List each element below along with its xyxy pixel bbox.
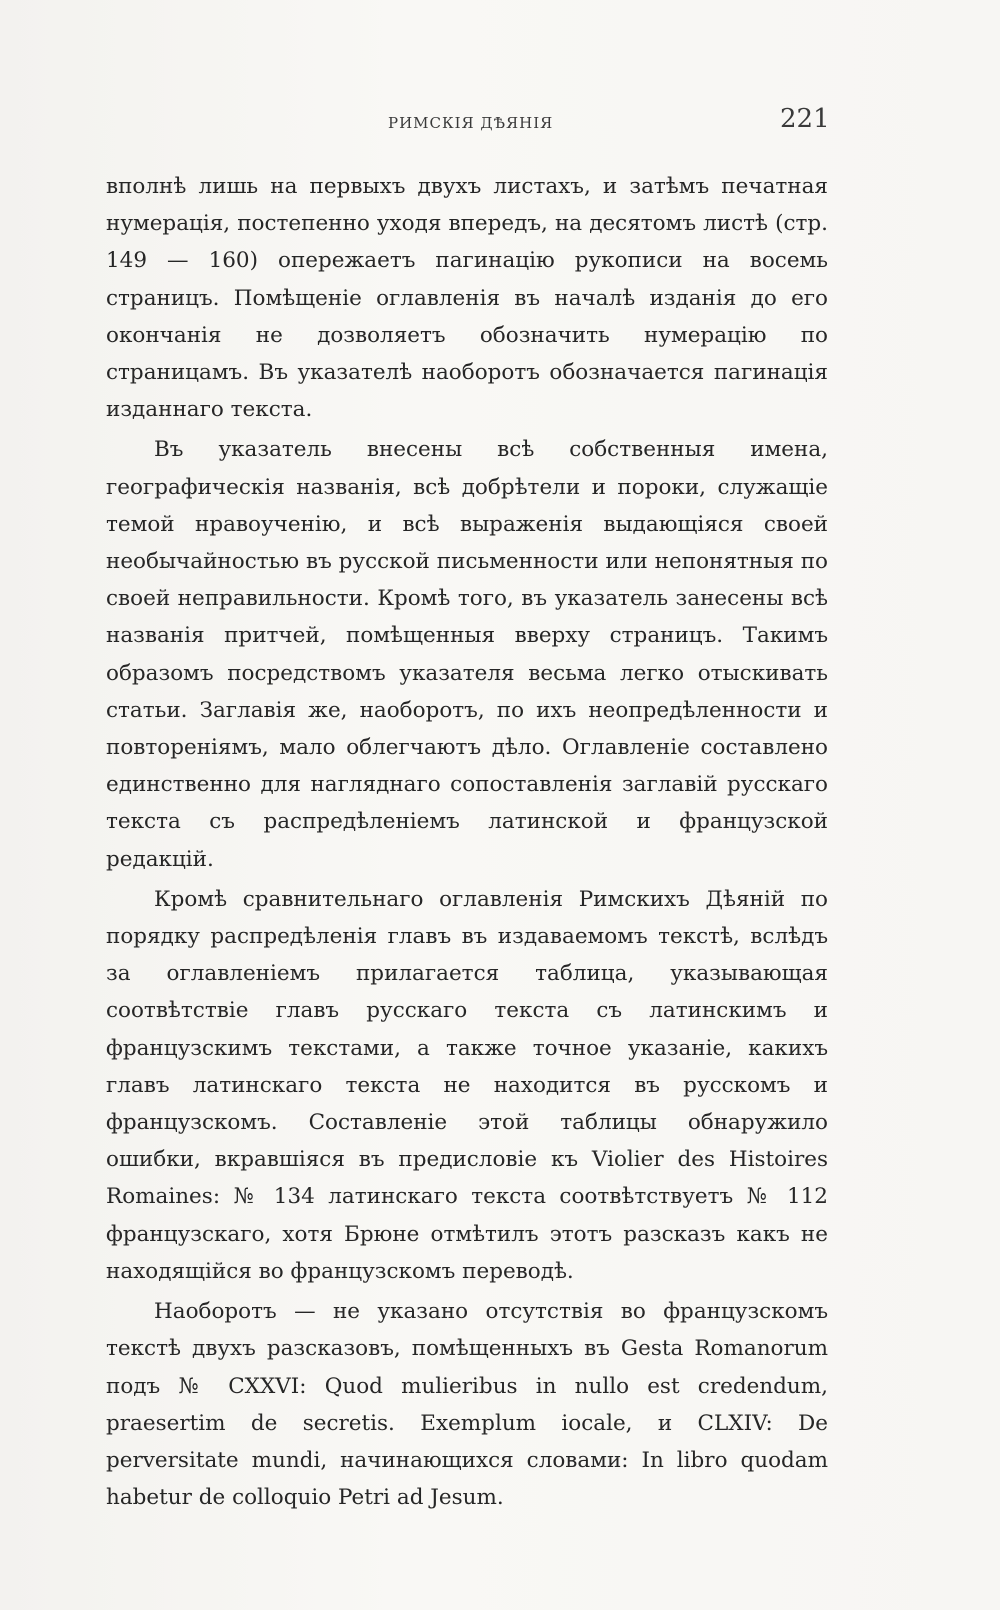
page-number: 221 xyxy=(780,104,830,134)
paragraph: вполнѣ лишь на первыхъ двухъ листахъ, и затѣмъ печатная нумерація, постепенно уходя впередъ, на десятомъ листѣ (стр. 149 — 160) опережаетъ пагинацію рукописи на восемь страницъ. Помѣщеніе оглавленія въ началѣ изданія до его окончанія не дозволяетъ обозначить нумерацію по страницамъ. Въ указателѣ наоборотъ обозначается пагинація изданнаго текста. xyxy=(106,174,828,423)
paragraph: Наоборотъ — не указано отсутствія во французскомъ текстѣ двухъ разсказовъ, помѣщенныхъ въ Gesta Romanorum подъ № CXXVI: Quod mulieribus in nullo est credendum, praesertim de secretis. Exemplum iocale, и CLXIV: De perversitate mundi, начинающихся словами: In libro quodam habetur de colloquio Petri ad Jesum. xyxy=(106,1299,828,1511)
page-header xyxy=(0,104,1000,144)
paragraph: Кромѣ сравнительнаго оглавленія Римскихъ Дѣяній по порядку распредѣленія главъ въ издаваемомъ текстѣ, вслѣдъ за оглавленіемъ прилагается таблица, указывающая соотвѣтствіе главъ русскаго текста съ латинскимъ и французскимъ текстами, а также точное указаніе, какихъ главъ латинскаго текста не находится въ русскомъ и французскомъ. Составленіе этой таблицы обнаружило ошибки, вкравшіяся въ предисловіе къ Violier des Histoires Romaines: № 134 латинскаго текста соотвѣтствуетъ № 112 французскаго, хотя Брюне отмѣтилъ этотъ разсказъ какъ не находящійся во французскомъ переводѣ. xyxy=(106,886,828,1284)
paragraph: Въ указатель внесены всѣ собственныя имена, географическія названія, всѣ добрѣтели и пороки, служащіе темой нравоученію, и всѣ выраженія выдающіяся своей необычайностью въ русской письменности или непонятныя по своей неправильности. Кромѣ того, въ указатель занесены всѣ названія притчей, помѣщенныя вверху страницъ. Такимъ образомъ посредствомъ указателя весьма легко отыскивать статьи. Заглавія же, наоборотъ, по ихъ неопредѣленности и повтореніямъ, мало облегчаютъ дѣло. Оглавленіе составлено единственно для нагляднаго сопоставленія заглавій русскаго текста съ распредѣленіемъ латинской и французской редакцій. xyxy=(106,437,828,872)
running-head: РИМСКІЯ ДѢЯНІЯ xyxy=(388,114,554,132)
body-text xyxy=(106,168,828,1519)
